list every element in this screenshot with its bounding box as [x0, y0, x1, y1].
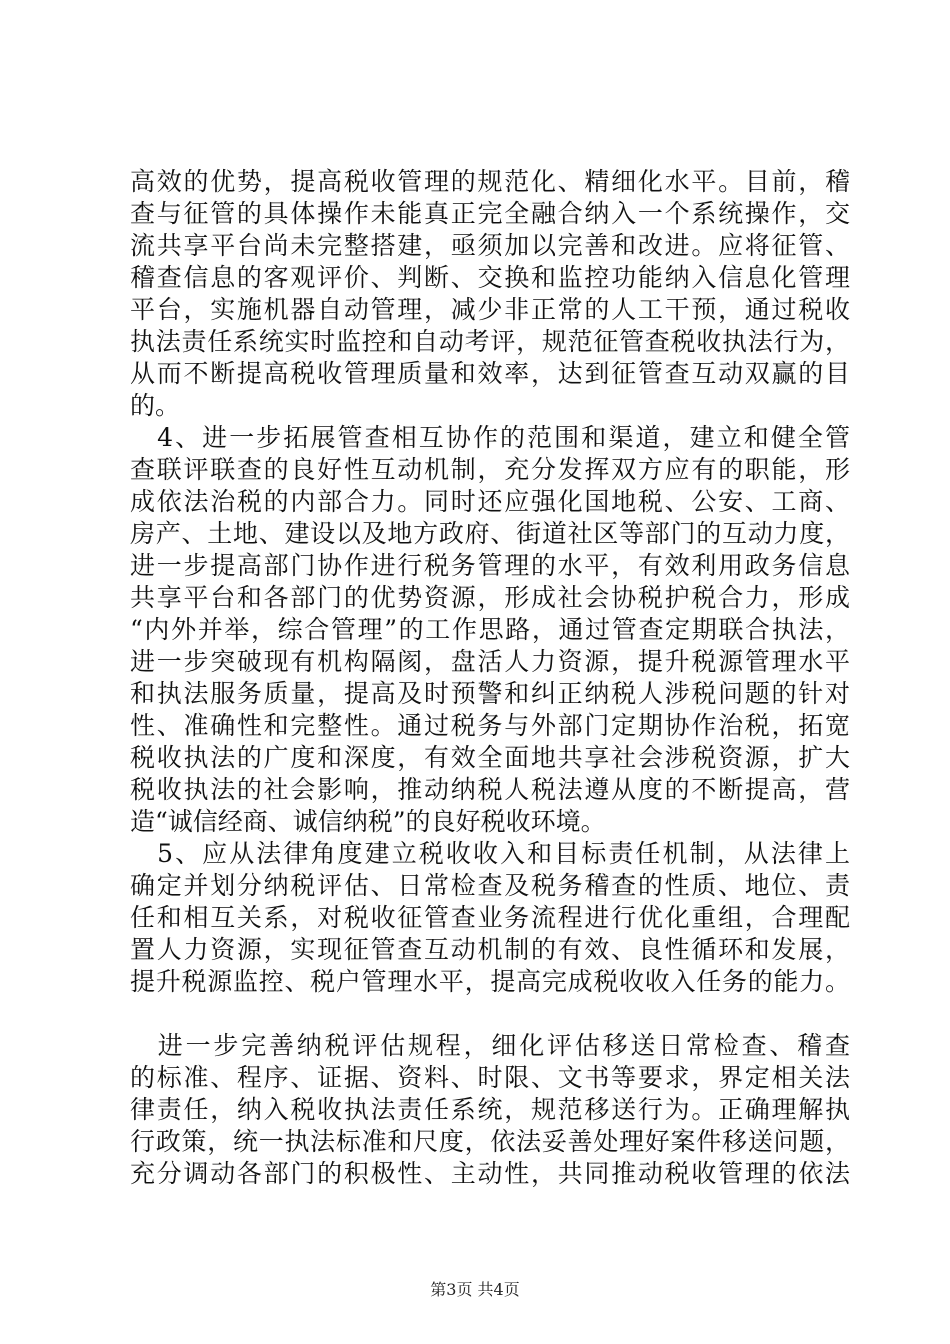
- text-line: 进一步提高部门协作进行税务管理的水平，有效利用政务信息: [130, 551, 850, 580]
- text-line: 置人力资源，实现征管查互动机制的有效、良性循环和发展，: [130, 935, 850, 964]
- text-line: 高效的优势，提高税收管理的规范化、精细化水平。目前，稽: [130, 167, 850, 196]
- text-line: 进一步完善纳税评估规程，细化评估移送日常检查、稽查: [130, 1031, 850, 1060]
- text-line: 充分调动各部门的积极性、主动性，共同推动税收管理的依法: [130, 1159, 850, 1188]
- text-line: 行政策，统一执法标准和尺度，依法妥善处理好案件移送问题，: [130, 1127, 850, 1156]
- text-line: 提升税源监控、税户管理水平，提高完成税收收入任务的能力。: [130, 967, 850, 996]
- text-line: 房产、土地、建设以及地方政府、街道社区等部门的互动力度，: [130, 519, 850, 548]
- paragraph-3: [130, 838, 850, 998]
- paragraph-4: [130, 1030, 850, 1190]
- text-line: 税收执法的广度和深度，有效全面地共享社会涉税资源，扩大: [130, 743, 850, 772]
- text-line: 律责任，纳入税收执法责任系统，规范移送行为。正确理解执: [130, 1095, 850, 1124]
- text-line: 进一步突破现有机构隔阂，盘活人力资源，提升税源管理水平: [130, 647, 850, 676]
- text-line: 5、应从法律角度建立税收收入和目标责任机制，从法律上: [130, 839, 850, 868]
- text-line: 确定并划分纳税评估、日常检查及税务稽查的性质、地位、责: [130, 871, 850, 900]
- document-body: [130, 166, 850, 1190]
- text-line: 平台，实施机器自动管理，减少非正常的人工干预，通过税收: [130, 295, 850, 324]
- paragraph-1: [130, 166, 850, 422]
- paragraph-spacer: [130, 998, 850, 1030]
- text-line: 共享平台和各部门的优势资源，形成社会协税护税合力，形成: [130, 583, 850, 612]
- text-line: 从而不断提高税收管理质量和效率，达到征管查互动双赢的目: [130, 359, 850, 388]
- text-line: 造“诚信经商、诚信纳税”的良好税收环境。: [130, 807, 606, 836]
- text-line: 性、准确性和完整性。通过税务与外部门定期协作治税，拓宽: [130, 711, 850, 740]
- text-line: 的。: [130, 391, 181, 420]
- text-line: 查联评联查的良好性互动机制，充分发挥双方应有的职能，形: [130, 455, 850, 484]
- text-line: 稽查信息的客观评价、判断、交换和监控功能纳入信息化管理: [130, 263, 850, 292]
- text-line: 4、进一步拓展管查相互协作的范围和渠道，建立和健全管: [130, 423, 850, 452]
- text-line: 查与征管的具体操作未能真正完全融合纳入一个系统操作，交: [130, 199, 850, 228]
- text-line: 和执法服务质量，提高及时预警和纠正纳税人涉税问题的针对: [130, 679, 850, 708]
- page-footer: 第3页 共4页: [430, 1280, 520, 1299]
- text-line: 执法责任系统实时监控和自动考评，规范征管查税收执法行为，: [130, 327, 850, 356]
- text-line: “内外并举，综合管理”的工作思路，通过管查定期联合执法，: [130, 615, 850, 644]
- paragraph-2: [130, 422, 850, 838]
- text-line: 成依法治税的内部合力。同时还应强化国地税、公安、工商、: [130, 487, 850, 516]
- text-line: 税收执法的社会影响，推动纳税人税法遵从度的不断提高，营: [130, 775, 850, 804]
- text-line: 任和相互关系，对税收征管查业务流程进行优化重组，合理配: [130, 903, 850, 932]
- text-line: 流共享平台尚未完整搭建，亟须加以完善和改进。应将征管、: [130, 231, 850, 260]
- text-line: 的标准、程序、证据、资料、时限、文书等要求，界定相关法: [130, 1063, 850, 1092]
